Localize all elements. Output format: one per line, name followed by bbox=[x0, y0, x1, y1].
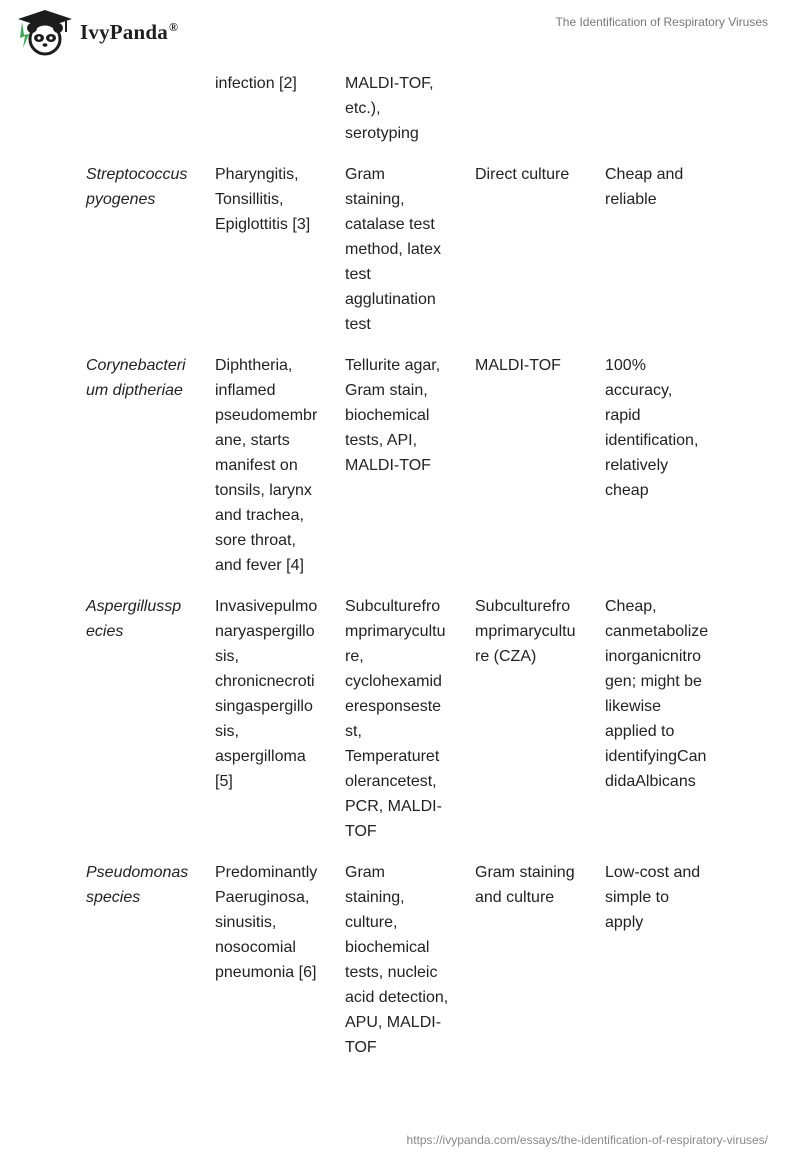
table-cell-diseases: Predominantly Paeruginosa, sinusitis, nosocomial pneumonia [6] bbox=[215, 864, 318, 981]
table-cell-diseases: Diphtheria, inflamed pseudomembr ane, starts manifest on tonsils, larynx and trachea, sore throat, and fever [4] bbox=[215, 357, 318, 574]
table-cell-recommended: MALDI-TOF bbox=[475, 357, 561, 374]
brand-name: IvyPanda® bbox=[80, 19, 179, 44]
table-cell-organism: Streptococcus pyogenes bbox=[86, 166, 188, 208]
table-cell-advantages: Cheap and reliable bbox=[605, 166, 684, 208]
table-cell-recommended: Direct culture bbox=[475, 166, 570, 183]
table-cell-methods: Gram staining, catalase test method, latex test agglutination test bbox=[345, 166, 442, 333]
table-cell-organism: Pseudomonas species bbox=[86, 864, 189, 906]
table-cell-methods: Gram staining, culture, biochemical tests, nucleic acid detection, APU, MALDI- TOF bbox=[345, 864, 449, 1056]
table-cell-methods: Tellurite agar, Gram stain, biochemical tests, API, MALDI-TOF bbox=[345, 357, 441, 474]
table-cell-diseases: Invasivepulmo naryaspergillo sis, chronicnecroti singaspergillo sis, aspergilloma [5] bbox=[215, 598, 318, 790]
table-cell-advantages: Cheap, canmetabolize inorganicnitro gen; might be likewise applied to identifyingCan didaAlbicans bbox=[605, 598, 709, 790]
table-cell-advantages: Low-cost and simple to apply bbox=[605, 864, 701, 931]
table-cell-organism: Aspergillussp ecies bbox=[86, 598, 182, 640]
panda-graduate-icon bbox=[16, 8, 74, 56]
page-header bbox=[0, 0, 800, 60]
table-cell-methods: Subculturefro mprimarycultu re, cyclohexamid eresponseste st, Temperaturet olerancetest, PCR, MALDI- TOF bbox=[345, 598, 446, 840]
table-cell-diseases: infection [2] bbox=[215, 75, 297, 92]
table-cell-methods: MALDI-TOF, etc.), serotyping bbox=[345, 75, 434, 142]
table-cell-advantages: 100% accuracy, rapid identification, relatively cheap bbox=[605, 357, 699, 499]
table-cell-diseases: Pharyngitis, Tonsillitis, Epiglottitis [3] bbox=[215, 166, 311, 233]
table-cell-recommended: Gram staining and culture bbox=[475, 864, 575, 906]
brand-logo[interactable] bbox=[16, 8, 178, 56]
document-title: The Identification of Respiratory Viruses bbox=[555, 15, 768, 29]
table-cell-recommended: Subculturefro mprimarycultu re (CZA) bbox=[475, 598, 576, 665]
source-url[interactable]: https://ivypanda.com/essays/the-identification-of-respiratory-viruses/ bbox=[406, 1133, 768, 1147]
table-cell-organism: Corynebacteri um diptheriae bbox=[86, 357, 186, 399]
